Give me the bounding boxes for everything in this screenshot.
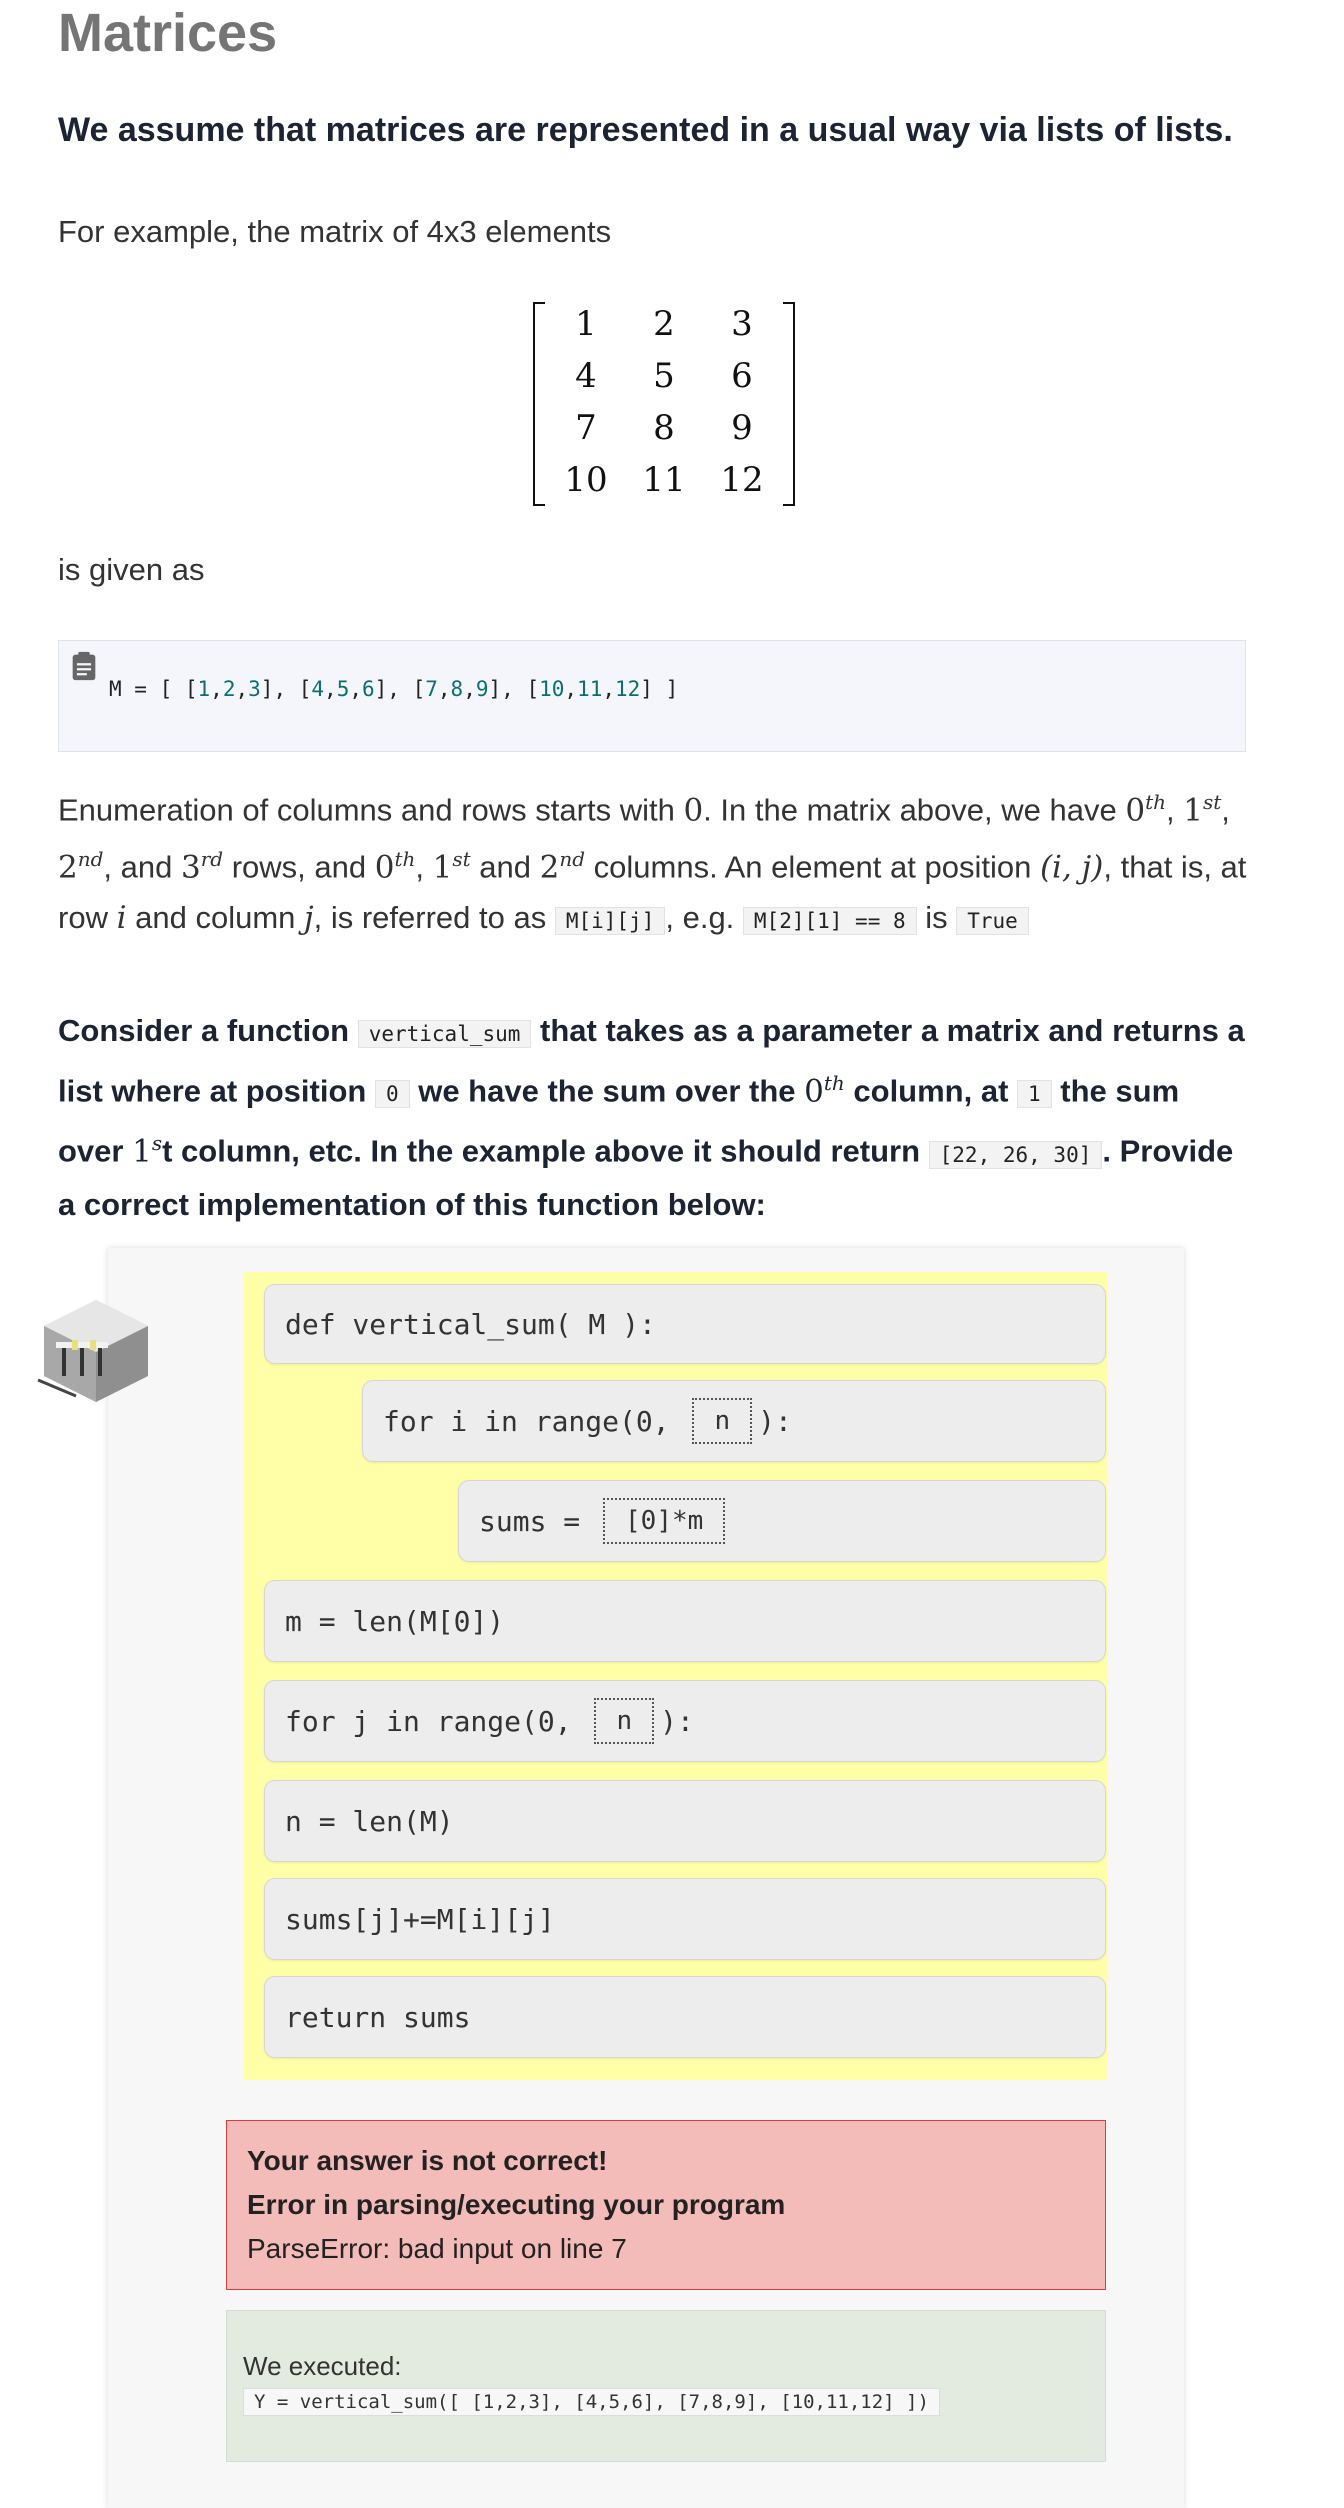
code-return-value: [22, 26, 30] [929, 1141, 1103, 1169]
feedback-error-type: Error in parsing/executing your program [247, 2189, 786, 2220]
slot-for-i-end[interactable]: n [692, 1398, 752, 1444]
code-example [58, 640, 1246, 752]
error-feedback [226, 2120, 1106, 2290]
code-example-eq: M[2][1] == 8 [743, 907, 917, 935]
matrix-display [533, 298, 795, 506]
page-title: Matrices [58, 3, 278, 63]
parsons-mascot-icon [36, 1296, 156, 1406]
code-block-for-j[interactable]: for j in range(0, n ): [264, 1680, 1106, 1762]
code-block-sums-add[interactable]: sums[j]+=M[i][j] [264, 1878, 1106, 1960]
code-zero: 0 [375, 1080, 410, 1108]
clipboard-icon[interactable] [67, 647, 101, 685]
code-block-m-len[interactable]: m = len(M[0]) [264, 1580, 1106, 1662]
slot-for-j-end[interactable]: n [594, 1698, 654, 1744]
code-one: 1 [1017, 1080, 1052, 1108]
executed-label: We executed: [243, 2351, 402, 2381]
left-bracket [533, 302, 545, 506]
intro-heading: We assume that matrices are represented in a usual way via lists of lists. [58, 111, 1233, 149]
slot-sums-init[interactable]: [0]*m [603, 1498, 725, 1544]
feedback-title: Your answer is not correct! [247, 2145, 608, 2176]
code-block-n-len[interactable]: n = len(M) [264, 1780, 1106, 1862]
right-bracket [783, 302, 795, 506]
given-as-text: is given as [58, 552, 205, 587]
executed-panel [226, 2310, 1106, 2462]
code-function-name: vertical_sum [358, 1020, 532, 1048]
code-line: M = [ [1,2,3], [4,5,6], [7,8,9], [10,11,12] ] [109, 677, 679, 701]
code-block-return[interactable]: return sums [264, 1976, 1106, 2058]
code-true: True [956, 907, 1029, 935]
code-block-for-i[interactable]: for i in range(0, n ): [362, 1380, 1106, 1462]
code-block-def[interactable]: def vertical_sum( M ): [264, 1284, 1106, 1364]
feedback-error-message: ParseError: bad input on line 7 [247, 2233, 627, 2264]
intro-text: For example, the matrix of 4x3 elements [58, 214, 612, 249]
enumeration-paragraph: Enumeration of columns and rows starts with 0. In the matrix above, we have 0th, 1st, 2nd, and 3rd rows, and 0th, 1st and 2nd columns. An element at position (i, j), that is, at row i and column j, is referred to as M[i][j] , e.g. M[2][1] == 8 is True [58, 790, 1247, 936]
code-block-sums-init[interactable]: sums = [0]*m [458, 1480, 1106, 1562]
executed-code: Y = vertical_sum([ [1,2,3], [4,5,6], [7,8,9], [10,11,12] ]) [243, 2388, 940, 2416]
matrix-table: 1 2 3 4 5 6 7 8 9 10 11 12 [564, 304, 764, 500]
task-paragraph: Consider a function vertical_sum that takes as a parameter a matrix and returns a list where at position 0 we have the sum over the 0th column, at 1 the sum over 1$^s$t column, etc. In the example above it should return [22, 26, 30] . Provide a correct implementation of this function below: [58, 1013, 1245, 1222]
code-mij: M[i][j] [555, 907, 666, 935]
